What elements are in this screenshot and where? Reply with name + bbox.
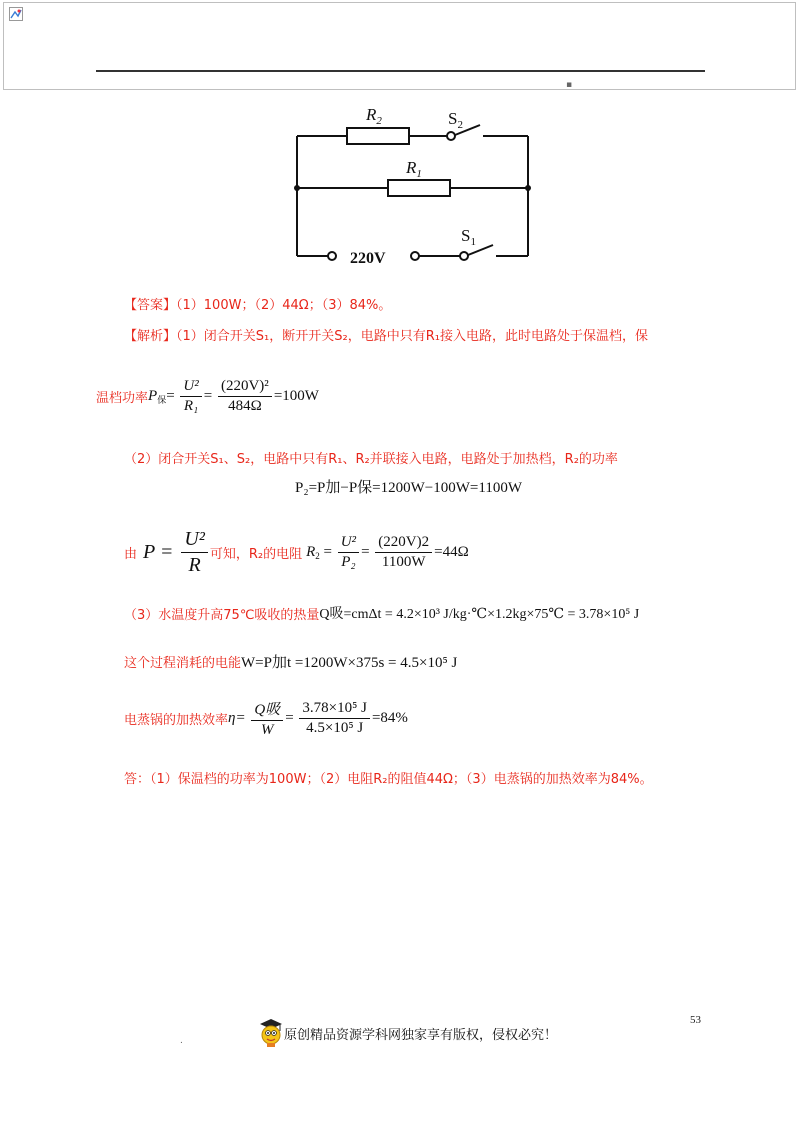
efficiency-line <box>124 698 408 739</box>
r2-label: R <box>366 105 377 124</box>
switch-s1-contact <box>460 252 468 260</box>
voltage-label: 220V <box>350 250 386 267</box>
page-number: 53 <box>690 1014 701 1026</box>
s1-sub: 1 <box>470 236 476 248</box>
terminal-left <box>328 252 336 260</box>
s1-label: S <box>461 226 471 245</box>
header-dot: ▪ <box>566 80 573 90</box>
heat-line <box>124 603 639 623</box>
footer-copyright: 原创精品资源学科网独家享有版权，侵权必究！ <box>284 1027 558 1043</box>
analysis-line-2: （2）闭合开关S₁、S₂，电路中只有R₁、R₂并联接入电路，电路处于加热档，R₂的功率 <box>124 452 618 467</box>
svg-text:R1 <box>405 158 422 180</box>
answer-line <box>124 294 391 313</box>
energy-formula: W=P加t =1200W×375s = 4.5×10⁵ J <box>241 655 458 671</box>
resistance-line: 由 P = $\frac{\text{U²}}{R}$ 可知，R₂的电阻 $R_2$ = $\frac{\text{U²}}{\text{P₂}}$ = $\frac{(220V)2}{1100W}$ =44Ω <box>124 528 469 576</box>
footer <box>258 1018 557 1048</box>
efficiency-formula: η= $\frac{\text{Q吸}}{W}$ = $\frac{\text{3.78×10⁵ J}}{\text{4.5×10⁵ J}}$ =84% <box>228 700 408 738</box>
heat-formula: Q吸=cmΔt = 4.2×10³ J/kg·℃×1.2kg×75℃ = 3.78×10⁵ J <box>319 607 640 622</box>
terminal-right <box>411 252 419 260</box>
standby-power-label: 温档功率 <box>96 391 149 406</box>
resistance-prefix: 由 <box>124 547 138 562</box>
circuit-diagram <box>290 100 540 272</box>
junction-right <box>525 185 531 191</box>
header-frame <box>3 2 796 90</box>
heat-label: （3）水温度升高75℃吸收的热量 <box>124 607 320 623</box>
resistance-mid: 可知，R₂的电阻 <box>209 547 303 562</box>
energy-line <box>124 651 457 672</box>
junction-left <box>294 185 300 191</box>
svg-text:S1 <box>461 226 476 248</box>
header-rule <box>96 70 705 72</box>
efficiency-label: 电蒸锅的加热效率 <box>124 713 229 728</box>
answer-tag: 【答案】 <box>124 298 177 313</box>
energy-label: 这个过程消耗的电能 <box>124 656 242 671</box>
conclusion-line: 答：（1）保温档的功率为100W；（2）电阻R₂的阻值44Ω；（3）电蒸锅的加热效率为84%。 <box>124 772 653 787</box>
broken-image-icon <box>9 7 23 21</box>
r1-label: R <box>406 158 417 177</box>
r1-sub: 1 <box>416 168 422 180</box>
r2-sub: 2 <box>376 115 382 127</box>
footer-dot: . <box>180 1036 183 1046</box>
analysis-line-1 <box>124 325 648 344</box>
switch-s2-contact <box>447 132 455 140</box>
s2-label: S <box>448 109 458 128</box>
standby-power-formula: $P_保=$ $\frac{\text{U²}}{\text{R₁}}$ = $\frac{\text{(220V)²}}{484\Omega}$ =100W <box>148 378 319 414</box>
resistor-r2 <box>347 128 409 144</box>
svg-text:R2 <box>365 105 382 127</box>
analysis-tag: 【解析】 <box>124 329 177 344</box>
analysis-p1: （1）闭合开关S₁，断开开关S₂，电路中只有R₁接入电路，此时电路处于保温档，保 <box>176 329 648 344</box>
s2-sub: 2 <box>457 119 463 131</box>
heating-power-formula: P₂=P加−P保=1200W−100W=1100W <box>295 480 522 496</box>
answer-text: （1）100W；（2）44Ω；（3）84%。 <box>176 298 392 313</box>
resistor-r1 <box>388 180 450 196</box>
mascot-icon <box>258 1018 284 1048</box>
svg-text:S2 <box>448 109 463 131</box>
standby-power-line <box>96 378 319 415</box>
